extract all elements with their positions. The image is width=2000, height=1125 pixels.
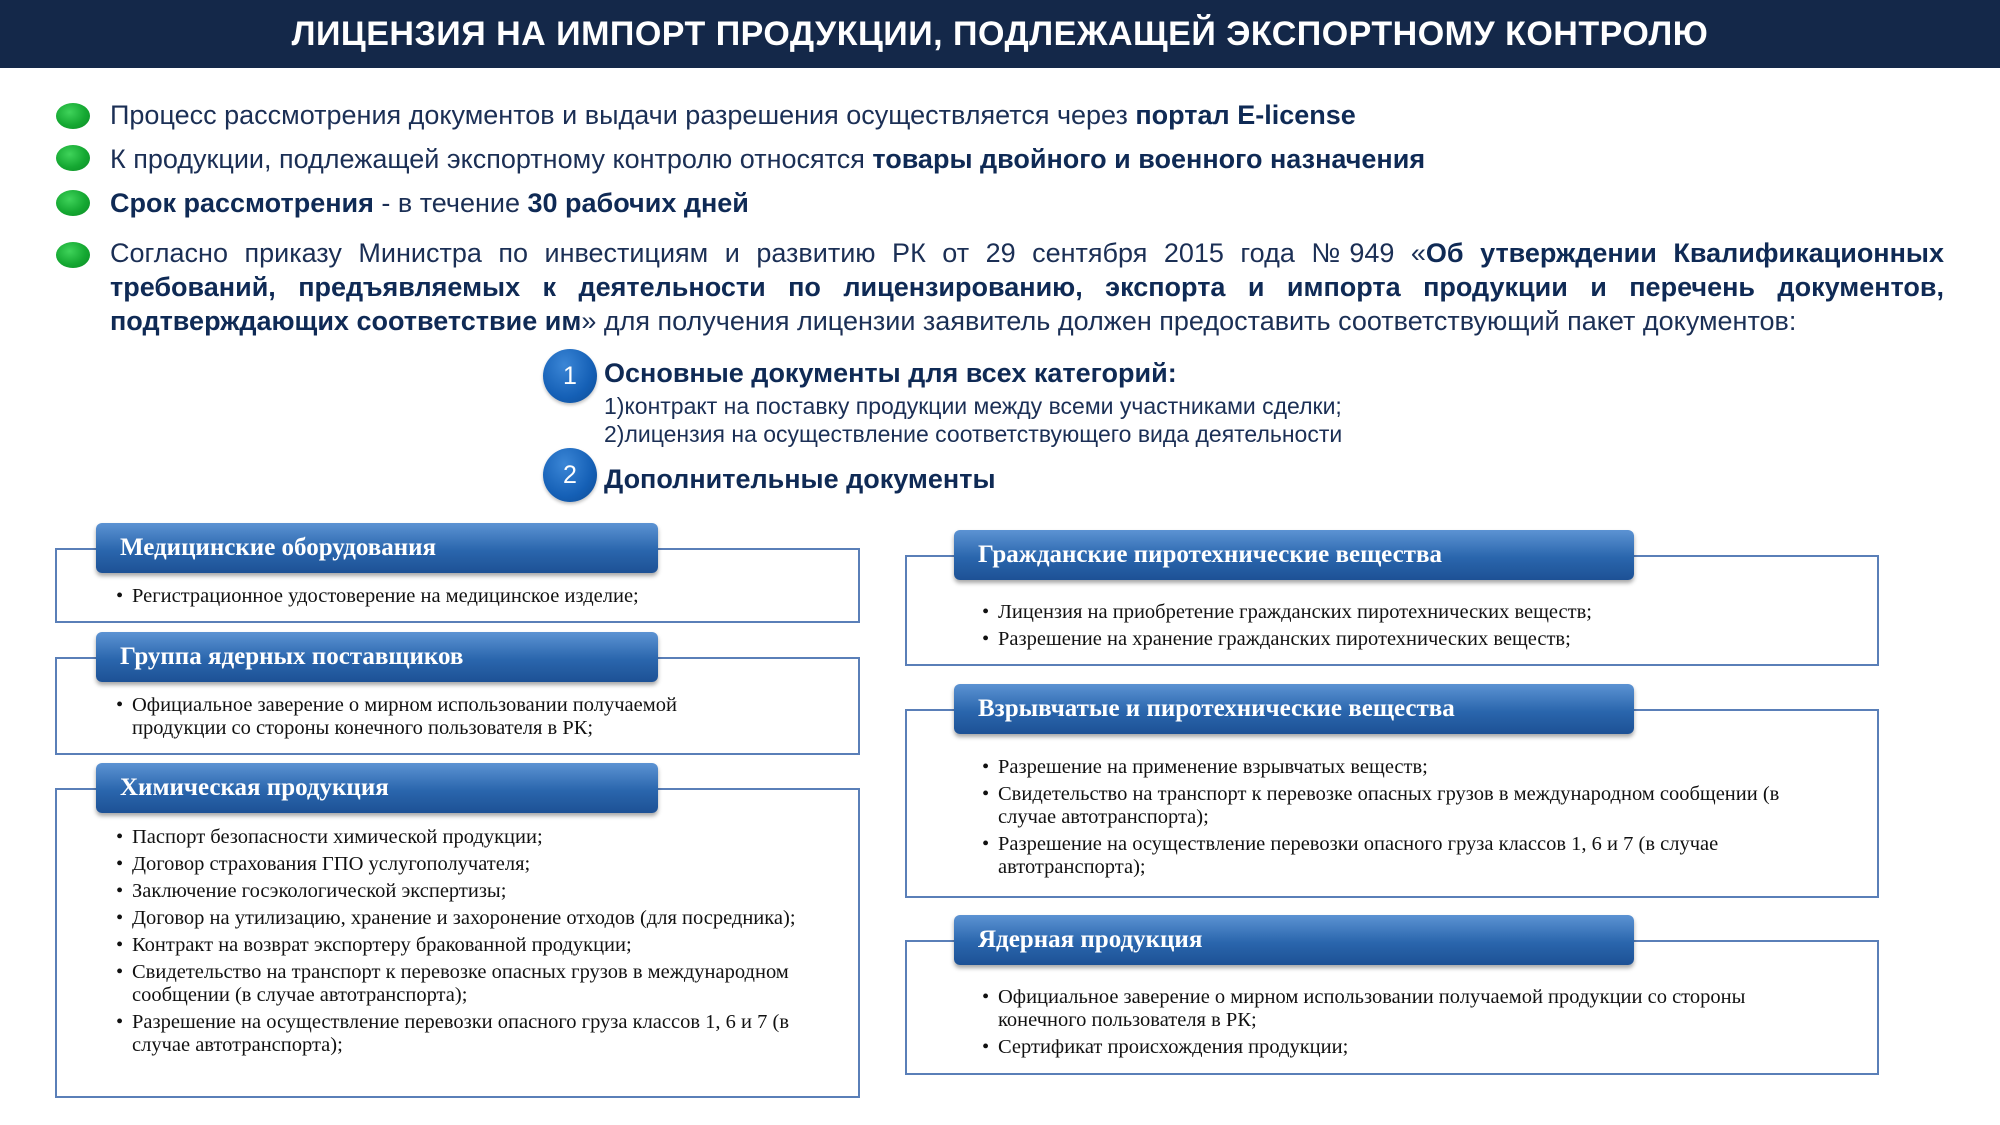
bullet-line-term: Срок рассмотрения - в течение 30 рабочих дней <box>110 188 749 218</box>
list-item: • Сертификат происхождения продукции; <box>982 1036 1812 1059</box>
section-title-main: Основные документы для всех категорий: <box>604 358 1177 388</box>
section-title-additional: Дополнительные документы <box>604 464 996 494</box>
category-list-nuclear-suppliers <box>116 694 756 744</box>
list-item: • Договор на утилизацию, хранение и захоронение отходов (для посредника); <box>116 907 806 930</box>
green-bullet-icon <box>56 103 90 129</box>
category-header-civil-pyro: Гражданские пиротехнические вещества <box>954 530 1634 580</box>
category-list-chemical <box>116 826 806 1061</box>
bullet-line-goods: К продукции, подлежащей экспортному контролю относятся товары двойного и военного назначения <box>110 144 1426 174</box>
category-list-medical <box>116 585 836 612</box>
green-bullet-icon <box>56 190 90 216</box>
category-list-civil-pyro <box>982 601 1842 655</box>
bullet-line-portal: Процесс рассмотрения документов и выдачи разрешения осуществляется через портал E-license <box>110 100 1356 130</box>
list-item: • Разрешение на осуществление перевозки опасного груза классов 1, 6 и 7 (в случае автотранспорта); <box>982 833 1812 879</box>
list-item: • Договор страхования ГПО услугополучателя; <box>116 853 806 876</box>
category-list-nuclear-products <box>982 986 1812 1063</box>
number-circle-icon: 2 <box>543 448 597 502</box>
category-header-chemical: Химическая продукция <box>96 763 658 813</box>
list-item: • Регистрационное удостоверение на медицинское изделие; <box>116 585 836 608</box>
list-item: • Официальное заверение о мирном использовании получаемой продукции со стороны конечного пользователя в РК; <box>116 694 756 740</box>
number-circle-icon: 1 <box>543 349 597 403</box>
category-header-explosive: Взрывчатые и пиротехнические вещества <box>954 684 1634 734</box>
list-item: • Разрешение на применение взрывчатых веществ; <box>982 756 1812 779</box>
order-paragraph: Согласно приказу Министра по инвестициям и развитию РК от 29 сентября 2015 года №949 «Об утверждении Квалификационных требований, предъявляемых к деятельности по лицензированию, экспорта и импорта продукции и перечень документов, подтверждающих соответствие им» для получения лицензии заявитель должен предоставить соответствующий пакет документов: <box>110 238 1944 336</box>
category-header-nuclear-suppliers: Группа ядерных поставщиков <box>96 632 658 682</box>
section-item: 1)контракт на поставку продукции между всеми участниками сделки; <box>604 393 1342 419</box>
green-bullet-icon <box>56 242 90 268</box>
list-item: • Официальное заверение о мирном использовании получаемой продукции со стороны конечного пользователя в РК; <box>982 986 1812 1032</box>
list-item: • Паспорт безопасности химической продукции; <box>116 826 806 849</box>
header-bar <box>0 0 2000 68</box>
green-bullet-icon <box>56 145 90 171</box>
page-title: ЛИЦЕНЗИЯ НА ИМПОРТ ПРОДУКЦИИ, ПОДЛЕЖАЩЕЙ ЭКСПОРТНОМУ КОНТРОЛЮ <box>291 14 1709 53</box>
list-item: • Заключение госэкологической экспертизы; <box>116 880 806 903</box>
list-item: • Контракт на возврат экспортеру бракованной продукции; <box>116 934 806 957</box>
category-list-explosive <box>982 756 1812 883</box>
list-item: • Свидетельство на транспорт к перевозке опасных грузов в международном сообщении (в случае автотранспорта); <box>116 961 806 1007</box>
list-item: • Разрешение на хранение гражданских пиротехнических веществ; <box>982 628 1842 651</box>
list-item: • Свидетельство на транспорт к перевозке опасных грузов в международном сообщении (в случае автотранспорта); <box>982 783 1812 829</box>
list-item: • Разрешение на осуществление перевозки опасного груза классов 1, 6 и 7 (в случае автотранспорта); <box>116 1011 806 1057</box>
category-header-nuclear-products: Ядерная продукция <box>954 915 1634 965</box>
section-item: 2)лицензия на осуществление соответствующего вида деятельности <box>604 421 1343 447</box>
category-header-medical: Медицинские оборудования <box>96 523 658 573</box>
list-item: • Лицензия на приобретение гражданских пиротехнических веществ; <box>982 601 1842 624</box>
